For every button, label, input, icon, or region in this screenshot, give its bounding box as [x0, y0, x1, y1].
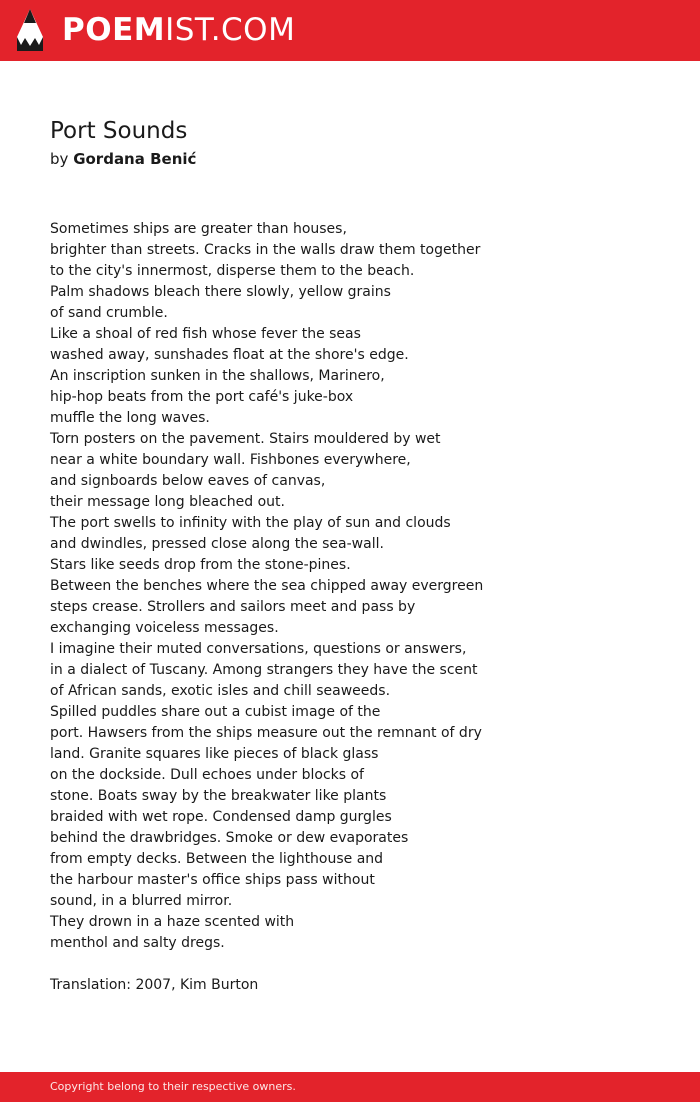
poem-line: Spilled puddles share out a cubist image of the	[50, 704, 381, 720]
poem-line: The port swells to infinity with the play of sun and clouds	[50, 515, 451, 531]
author-name: Gordana Benić	[73, 150, 197, 168]
site-footer	[0, 1072, 700, 1102]
poem-line: washed away, sunshades float at the shore's edge.	[50, 347, 409, 363]
poem-line: braided with wet rope. Condensed damp gurgles	[50, 809, 392, 825]
poem-line: in a dialect of Tuscany. Among strangers they have the scent	[50, 662, 478, 678]
poem-line: and signboards below eaves of canvas,	[50, 473, 326, 489]
brand-bold: POEM	[62, 12, 166, 48]
poem-line: exchanging voiceless messages.	[50, 620, 279, 636]
poem-body	[50, 219, 483, 954]
poem-line: An inscription sunken in the shallows, Marinero,	[50, 368, 385, 384]
site-header	[0, 0, 700, 61]
poem-line: sound, in a blurred mirror.	[50, 893, 233, 909]
poem-line: I imagine their muted conversations, questions or answers,	[50, 641, 467, 657]
poem-line: Sometimes ships are greater than houses,	[50, 221, 347, 237]
poem-line: land. Granite squares like pieces of black glass	[50, 746, 379, 762]
poem-line: their message long bleached out.	[50, 494, 285, 510]
poem-line: menthol and salty dregs.	[50, 935, 225, 951]
byline	[50, 148, 196, 170]
poem-line: and dwindles, pressed close along the sea-wall.	[50, 536, 384, 552]
poem-line: Torn posters on the pavement. Stairs mouldered by wet	[50, 431, 441, 447]
poem-line: brighter than streets. Cracks in the walls draw them together	[50, 242, 481, 258]
poem-line: Like a shoal of red fish whose fever the seas	[50, 326, 361, 342]
poem-line: of African sands, exotic isles and chill seaweeds.	[50, 683, 391, 699]
poem-line: to the city's innermost, disperse them to the beach.	[50, 263, 415, 279]
poem-line: muffle the long waves.	[50, 410, 210, 426]
poem-line: Palm shadows bleach there slowly, yellow grains	[50, 284, 391, 300]
poem-title: Port Sounds	[50, 118, 188, 144]
copyright-notice: Copyright belong to their respective owners.	[50, 1080, 296, 1093]
poem-line: on the dockside. Dull echoes under blocks of	[50, 767, 364, 783]
poem-line: They drown in a haze scented with	[50, 914, 295, 930]
poem-line: near a white boundary wall. Fishbones everywhere,	[50, 452, 411, 468]
poem-line: Stars like seeds drop from the stone-pines.	[50, 557, 351, 573]
byline-prefix: by	[50, 150, 69, 168]
translation-credit: Translation: 2007, Kim Burton	[50, 977, 259, 993]
poem-line: steps crease. Strollers and sailors meet and pass by	[50, 599, 416, 615]
poem-line: from empty decks. Between the lighthouse and	[50, 851, 384, 867]
poem-line: behind the drawbridges. Smoke or dew evaporates	[50, 830, 409, 846]
poem-line: Between the benches where the sea chipped away evergreen	[50, 578, 484, 594]
poem-line: of sand crumble.	[50, 305, 168, 321]
site-logo-text[interactable]	[62, 12, 295, 48]
pencil-tip-icon[interactable]	[17, 9, 43, 51]
poem-line: port. Hawsers from the ships measure out the remnant of dry	[50, 725, 482, 741]
poem-line: stone. Boats sway by the breakwater like plants	[50, 788, 387, 804]
poem-line: the harbour master's office ships pass without	[50, 872, 375, 888]
brand-light: IST.COM	[165, 12, 296, 48]
poem-line: hip-hop beats from the port café's juke-box	[50, 389, 354, 405]
